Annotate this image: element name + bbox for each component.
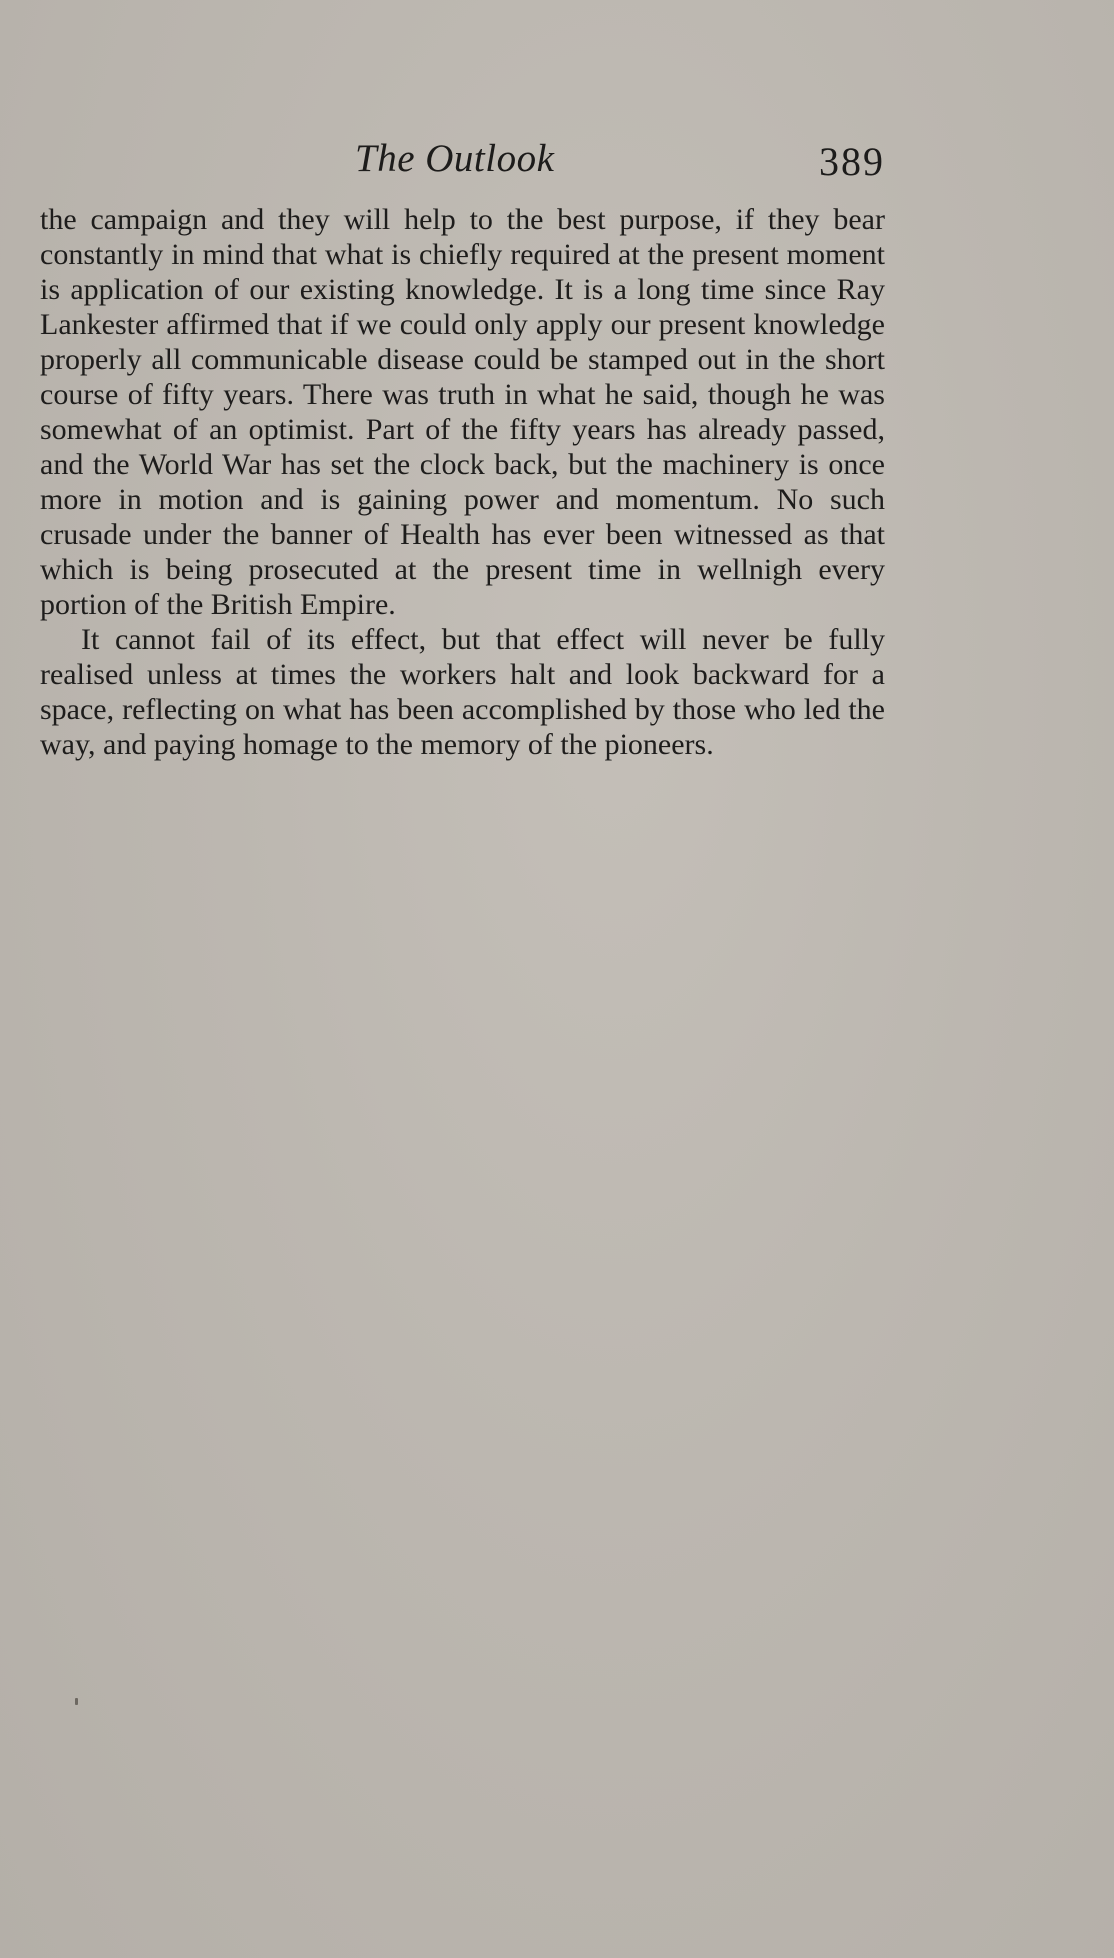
running-title: The Outlook — [355, 137, 555, 180]
paragraph-1: the campaign and they will help to the best purpose, if they bear constantly in mind that what is chiefly required at the present moment is application of our existing knowledge. It is a long time since Ray Lankester affirmed that if we could only apply our present knowledge properly all communicable disease could be stamped out in the short course of fifty years. There was truth in what he said, though he was somewhat of an optimist. Part of the fifty years has already passed, and the World War has set the clock back, but the machinery is once more in motion and is gaining power and momentum. No such crusade under the banner of Health has ever been witnessed as that which is being prosecuted at the present time in wellnigh every portion of the British Empire. — [40, 203, 885, 621]
paragraph-2: It cannot fail of its effect, but that effect will never be fully realised unless at times the workers halt and look backward for a space, reflecting on what has been accomplished by those who led the way, and paying homage to the memory of the pioneers. — [40, 623, 885, 761]
paper-speck — [75, 1698, 78, 1705]
running-head — [40, 136, 885, 186]
page-number: 389 — [819, 139, 885, 184]
body-text — [40, 202, 885, 762]
